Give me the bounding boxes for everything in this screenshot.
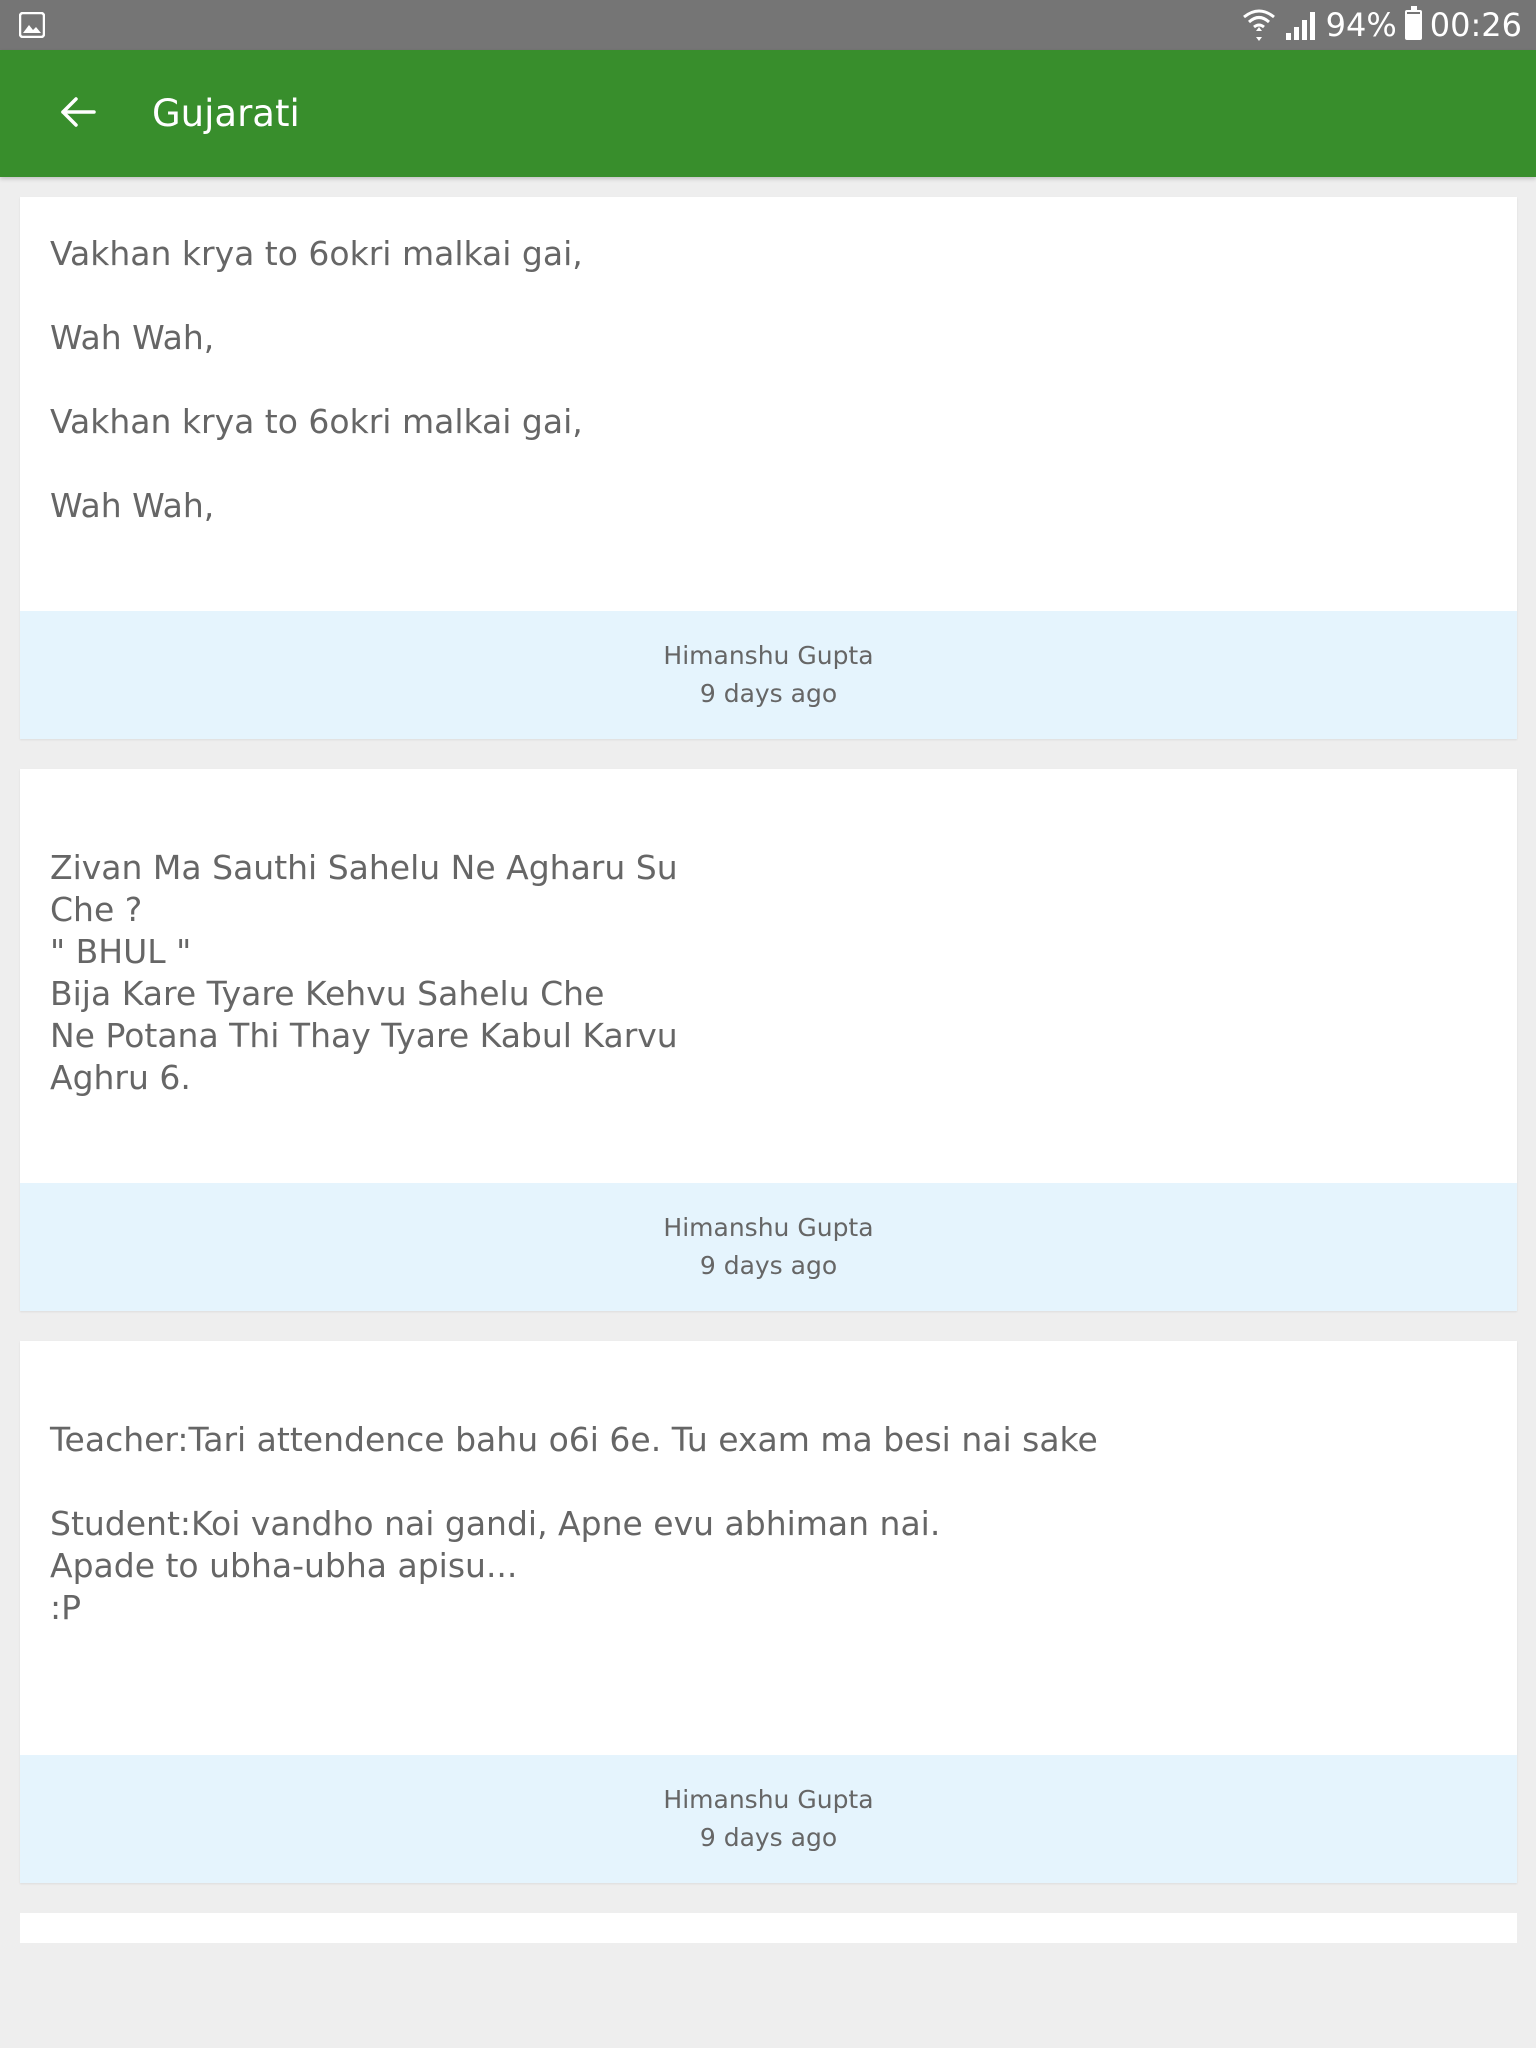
post-text: Vakhan krya to 6okri malkai gai, Wah Wah, Vakhan krya to 6okri malkai gai, Wah Wah, [50,234,583,525]
image-icon [19,12,45,38]
wifi-icon [1242,7,1276,43]
post-time: 9 days ago [699,1823,838,1852]
post-body [20,769,1517,1183]
status-bar [0,0,1536,50]
post-footer [20,611,1517,739]
battery-level-fill [1407,14,1420,38]
battery-percent: 94% [1325,6,1397,44]
post-author: Himanshu Gupta [663,1213,874,1242]
post-body [20,1341,1517,1755]
post-time: 9 days ago [699,679,838,708]
post-footer [20,1183,1517,1311]
app-bar [0,50,1536,177]
post-text: Teacher:Tari attendence bahu o6i 6e. Tu exam ma besi nai sake Student:Koi vandho nai gandi, Apne evu abhiman nai. Apade to ubha-ubha apisu... :P [50,1420,1098,1627]
post-footer [20,1755,1517,1883]
post-author: Himanshu Gupta [663,641,874,670]
post-card[interactable] [20,1341,1517,1883]
post-body [20,197,1517,611]
post-text: Zivan Ma Sauthi Sahelu Ne Agharu Su Che ? " BHUL " Bija Kare Tyare Kehvu Sahelu Che Ne Potana Thi Thay Tyare Kabul Karvu Aghru 6. [50,848,678,1097]
battery-icon [1405,10,1422,40]
post-card-partial[interactable] [20,1913,1517,1943]
post-feed[interactable] [20,197,1517,1943]
signal-icon [1284,9,1318,41]
back-button[interactable] [50,86,106,142]
post-time: 9 days ago [699,1251,838,1280]
post-card[interactable] [20,769,1517,1311]
status-indicators [1242,0,1522,50]
status-time: 00:26 [1429,6,1522,44]
post-author: Himanshu Gupta [663,1785,874,1814]
arrow-back-icon [60,96,96,132]
post-card[interactable] [20,197,1517,739]
page-title: Gujarati [152,92,300,135]
